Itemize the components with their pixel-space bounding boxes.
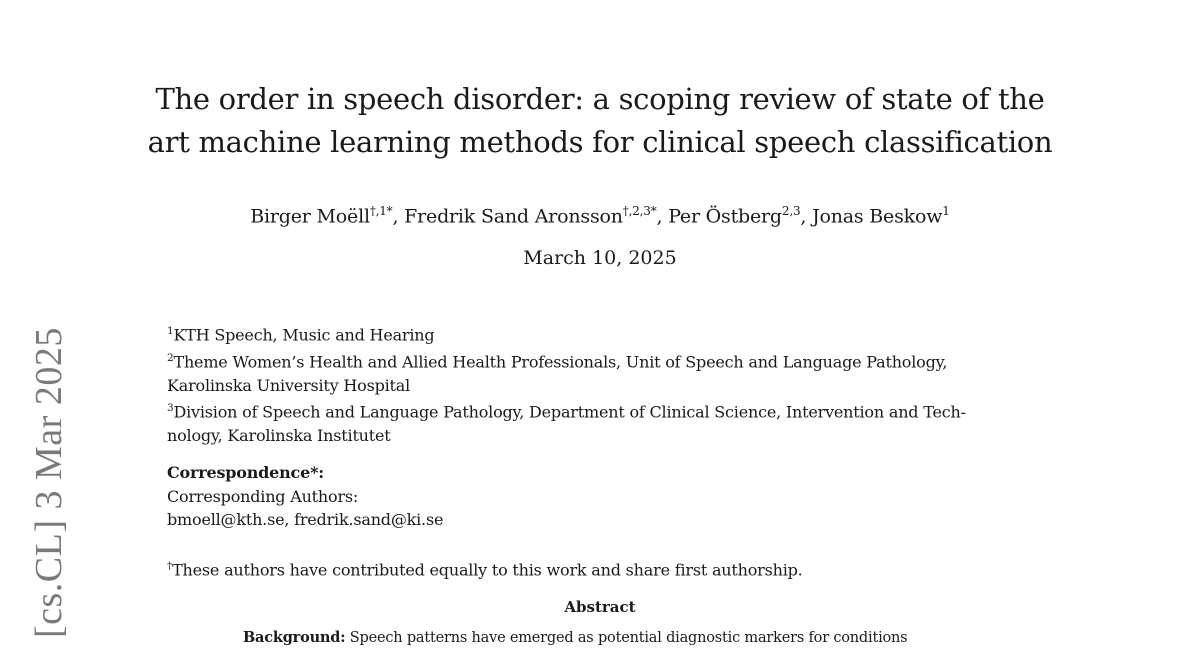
author-affiliation-marker: †,1*: [369, 204, 393, 218]
author-name: Jonas Beskow: [812, 205, 943, 228]
affiliation-text: Theme Women’s Health and Allied Health Professionals, Unit of Speech and Language Pathology,: [173, 352, 948, 372]
correspondence-label: Corresponding Authors:: [167, 486, 359, 506]
affiliation-number: 2: [167, 351, 174, 364]
affiliation-text: KTH Speech, Music and Hearing: [173, 325, 435, 345]
affiliation-text: Division of Speech and Language Pathology, Department of Clinical Science, Intervention and Tech-: [173, 402, 966, 422]
affiliations: [167, 320, 1037, 447]
abstract-first-line: [243, 628, 1003, 648]
affiliation-continuation: Karolinska University Hospital: [167, 375, 411, 395]
equal-contribution-text: These authors have contributed equally to this work and share first authorship.: [172, 560, 803, 580]
author-separator: ,: [392, 205, 405, 228]
arxiv-side-stamp: [29, 318, 69, 638]
correspondence-block: [167, 461, 1037, 532]
abstract-heading: Abstract: [564, 598, 636, 616]
author-name: Fredrik Sand Aronsson: [404, 205, 623, 228]
affiliation-item: [167, 347, 1037, 374]
abstract-background-label: Background:: [243, 629, 346, 646]
author-name: Per Östberg: [668, 205, 782, 228]
title-line-1: The order in speech disorder: a scoping review of state of the: [155, 82, 1045, 116]
author-name: Birger Moëll: [250, 205, 370, 228]
publication-date: March 10, 2025: [523, 247, 677, 269]
affiliation-number: 3: [167, 402, 174, 415]
abstract-background-text: Speech patterns have emerged as potential diagnostic markers for conditions: [345, 630, 908, 646]
affiliation-number: 1: [167, 325, 174, 337]
correspondence-heading: Correspondence*:: [167, 463, 324, 482]
author-separator: ,: [656, 205, 669, 228]
title-line-2: art machine learning methods for clinical speech classification: [147, 125, 1053, 159]
author-affiliation-marker: 1: [942, 204, 950, 218]
author-affiliation-marker: 2,3: [781, 204, 801, 218]
equal-contribution-note: [167, 555, 1037, 581]
author-list: [140, 198, 1060, 229]
affiliation-item: [167, 397, 1037, 424]
correspondence-emails: bmoell@kth.se, fredrik.sand@ki.se: [167, 510, 444, 529]
arxiv-stamp-text: [cs.CL] 3 Mar 2025: [28, 327, 70, 638]
author-separator: ,: [800, 205, 813, 228]
affiliation-continuation: nology, Karolinska Institutet: [167, 425, 391, 445]
author-affiliation-marker: †,2,3*: [622, 204, 657, 218]
paper-title: [140, 78, 1060, 164]
dagger-marker: †: [167, 560, 173, 572]
affiliation-item: [167, 320, 1037, 347]
